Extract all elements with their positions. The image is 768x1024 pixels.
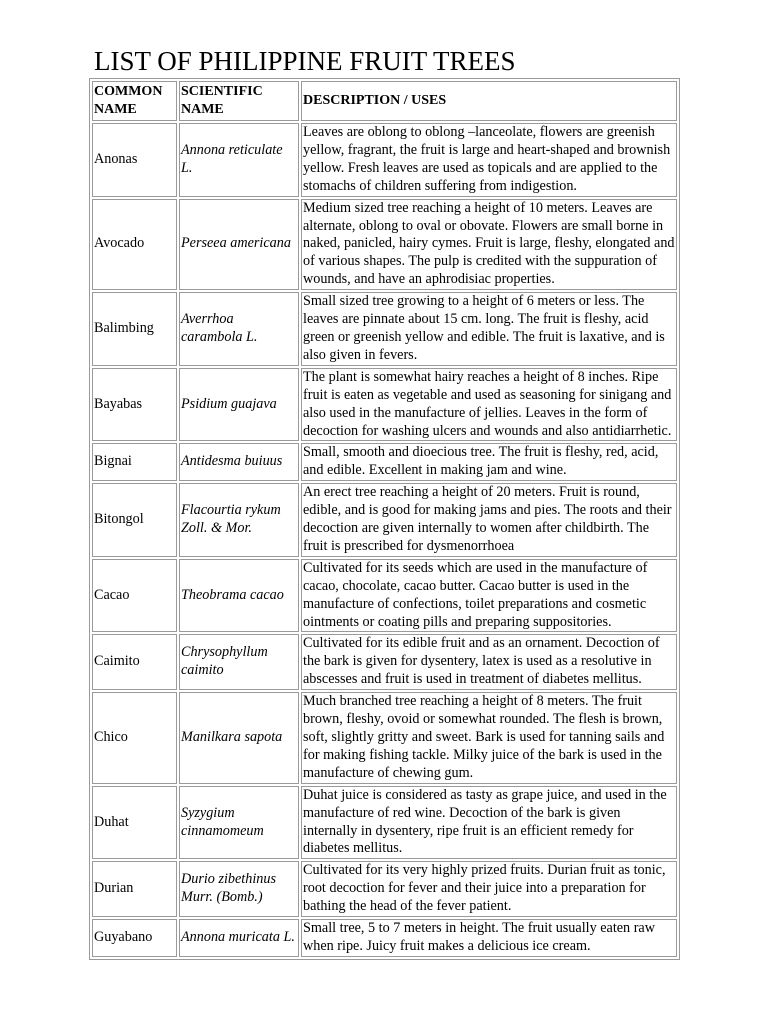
description-cell: Small tree, 5 to 7 meters in height. The fruit usually eaten raw when ripe. Juicy fruit makes a delicious ice cream.	[301, 919, 677, 957]
common-name-cell: Bayabas	[92, 368, 177, 442]
scientific-name-cell: Perseea americana	[179, 199, 299, 291]
common-name-cell: Anonas	[92, 123, 177, 197]
description-cell: Cultivated for its edible fruit and as an ornament. Decoction of the bark is given for dysentery, latex is used as a resolutive in abscesses and fruit is used in treatment of diabetes mellitus.	[301, 634, 677, 690]
common-name-cell: Durian	[92, 861, 177, 917]
header-description: DESCRIPTION / USES	[301, 81, 677, 121]
description-cell: Small, smooth and dioecious tree. The fruit is fleshy, red, acid, and edible. Excellent in making jam and wine.	[301, 443, 677, 481]
header-common-name	[92, 81, 177, 121]
table-row	[92, 559, 677, 633]
description-cell: Cultivated for its very highly prized fruits. Durian fruit as tonic, root decoction for fever and their juice into a preparation for bathing the head of the fever patient.	[301, 861, 677, 917]
table-row	[92, 443, 677, 481]
common-name-cell: Chico	[92, 692, 177, 784]
scientific-name-cell: Theobrama cacao	[179, 559, 299, 633]
scientific-name-cell: Annona reticulate L.	[179, 123, 299, 197]
scientific-name-cell: Manilkara sapota	[179, 692, 299, 784]
scientific-name-cell: Syzygium cinnamomeum	[179, 786, 299, 860]
common-name-cell: Cacao	[92, 559, 177, 633]
table-row	[92, 692, 677, 784]
common-name-cell: Caimito	[92, 634, 177, 690]
description-cell: Duhat juice is considered as tasty as grape juice, and used in the manufacture of red wine. Decoction of the bark is given internally in dysentery, ripe fruit is an efficient remedy for diabetes mellitus.	[301, 786, 677, 860]
table-body	[92, 81, 677, 957]
description-cell: Cultivated for its seeds which are used in the manufacture of cacao, chocolate, cacao butter. Cacao butter is used in the manufacture of confections, toilet preparations and cosmetic ointments or coating pills and preparing suppositories.	[301, 559, 677, 633]
table-row	[92, 919, 677, 957]
scientific-name-cell: Durio zibethinus Murr. (Bomb.)	[179, 861, 299, 917]
common-name-cell: Balimbing	[92, 292, 177, 366]
table-header-row	[92, 81, 677, 121]
table-row	[92, 199, 677, 291]
description-cell: An erect tree reaching a height of 20 meters. Fruit is round, edible, and is good for making jams and pies. The roots and their decoction are given internally to women after childbirth. The fruit is prescribed for dysmenorrhoea	[301, 483, 677, 557]
description-cell: Medium sized tree reaching a height of 10 meters. Leaves are alternate, oblong to oval or obovate. Flowers are small borne in naked, panicled, hairy cymes. Fruit is large, fleshy, elongated and of various shapes. The pulp is credited with the suppuration of wounds, and have an aphrodisiac properties.	[301, 199, 677, 291]
table-row	[92, 634, 677, 690]
description-cell: Small sized tree growing to a height of 6 meters or less. The leaves are pinnate about 15 cm. long. The fruit is fleshy, acid green or greenish yellow and edible. The fruit is laxative, and is also given in fevers.	[301, 292, 677, 366]
common-name-cell: Guyabano	[92, 919, 177, 957]
scientific-name-cell: Flacourtia rykum Zoll. & Mor.	[179, 483, 299, 557]
table-row	[92, 861, 677, 917]
common-name-cell: Bignai	[92, 443, 177, 481]
scientific-name-cell: Annona muricata L.	[179, 919, 299, 957]
scientific-name-cell: Chrysophyllum caimito	[179, 634, 299, 690]
table-row	[92, 786, 677, 860]
description-cell: Leaves are oblong to oblong –lanceolate, flowers are greenish yellow, fragrant, the fruit is large and heart-shaped and brownish yellow. Fresh leaves are used as topicals and are applied to the stomachs of children suffering from indigestion.	[301, 123, 677, 197]
header-scientific-name	[179, 81, 299, 121]
scientific-name-cell: Antidesma buiuus	[179, 443, 299, 481]
fruit-trees-table	[89, 78, 680, 960]
common-name-cell: Bitongol	[92, 483, 177, 557]
description-cell: Much branched tree reaching a height of 8 meters. The fruit brown, fleshy, ovoid or somewhat rounded. The flesh is brown, soft, slightly gritty and sweet. Bark is used for tanning sails and for making fishing tackle. Milky juice of the bark is used in the manufacture of chewing gum.	[301, 692, 677, 784]
common-name-cell: Avocado	[92, 199, 177, 291]
header-common-line2: NAME	[94, 102, 137, 117]
table-row	[92, 368, 677, 442]
description-cell: The plant is somewhat hairy reaches a height of 8 inches. Ripe fruit is eaten as vegetable and used as seasoning for sinigang and also used in the manufacture of jellies. Leaves in the form of decoction for washing ulcers and wounds and also antidiarrhetic.	[301, 368, 677, 442]
page-title: LIST OF PHILIPPINE FRUIT TREES	[94, 46, 516, 76]
scientific-name-cell: Averrhoa carambola L.	[179, 292, 299, 366]
table-row	[92, 483, 677, 557]
header-scientific-line2: NAME	[181, 102, 224, 117]
table-row	[92, 123, 677, 197]
common-name-cell: Duhat	[92, 786, 177, 860]
table-row	[92, 292, 677, 366]
scientific-name-cell: Psidium guajava	[179, 368, 299, 442]
header-common-line1: COMMON	[94, 84, 163, 100]
header-scientific-line1: SCIENTIFIC	[181, 84, 263, 100]
